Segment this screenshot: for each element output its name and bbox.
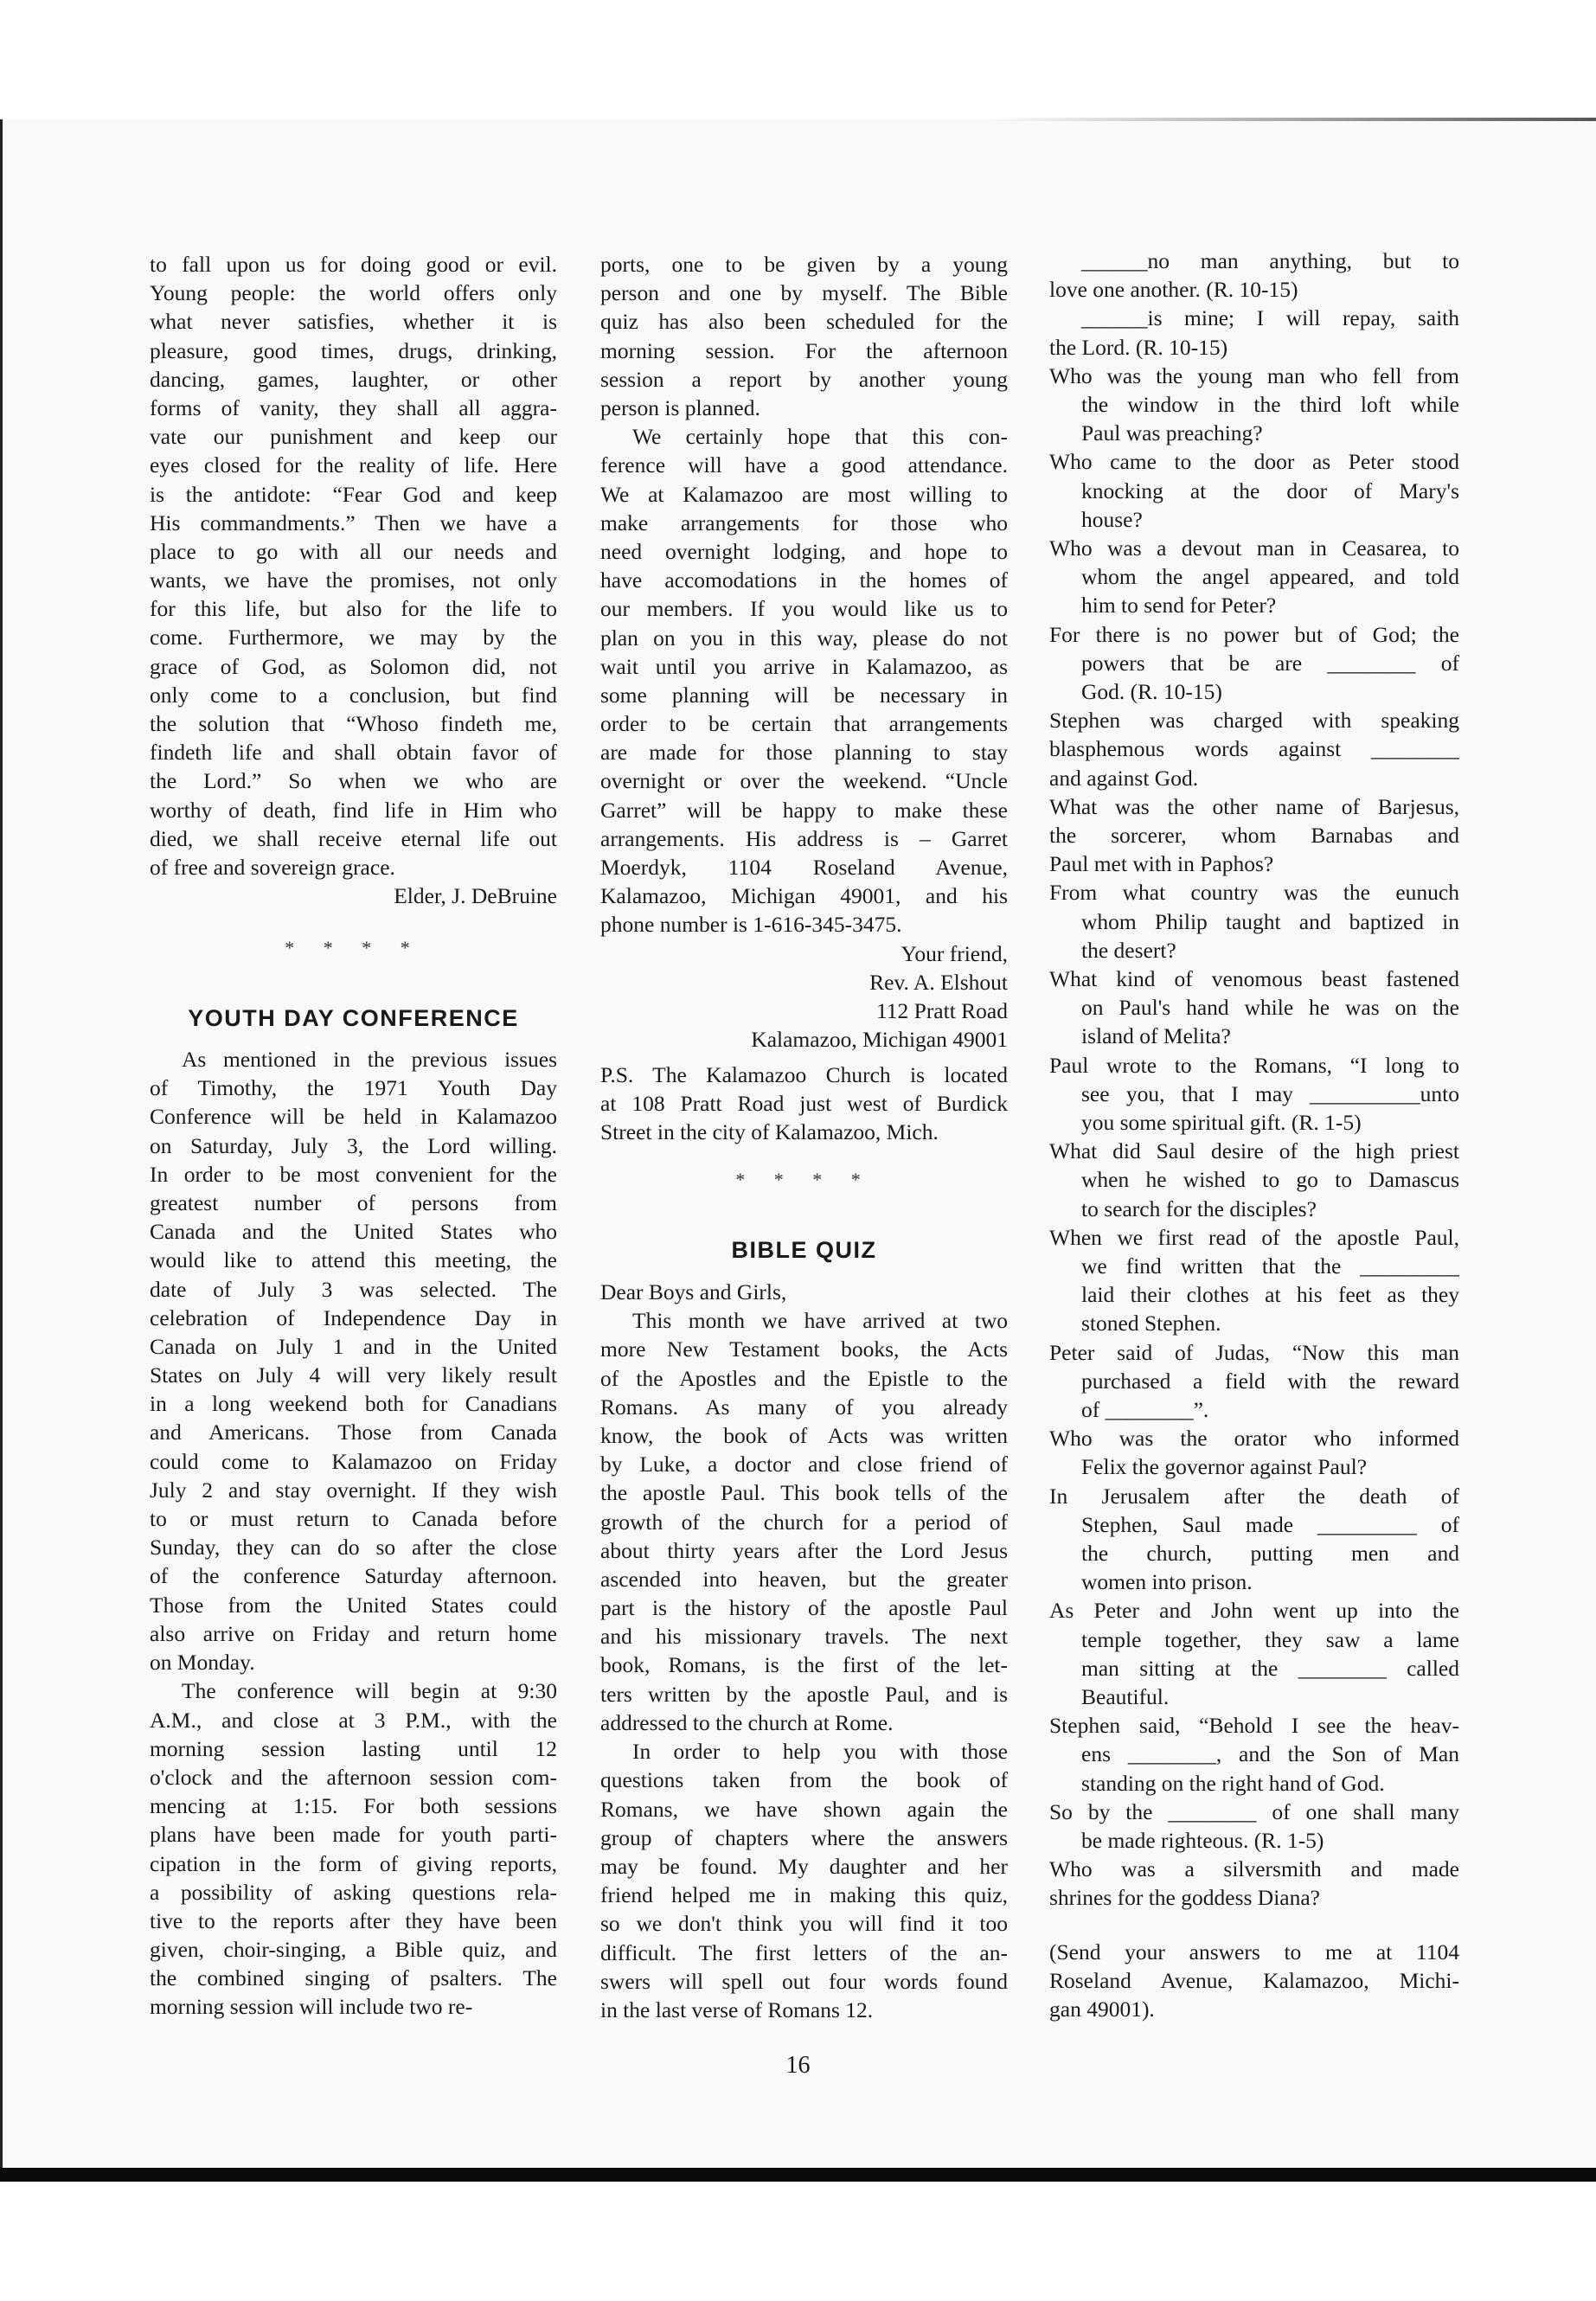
- text-line: on Paul's hand while he was on the: [1081, 995, 1459, 1021]
- text-line: only come to a conclusion, but find: [150, 682, 557, 708]
- text-line: the solution that “Whoso findeth me,: [150, 711, 557, 736]
- text-line: morning session will include two re-: [150, 1994, 473, 2020]
- text-line: book, Romans, is the first of the let-: [600, 1652, 1008, 1678]
- text-line: In order to help you with those: [632, 1739, 1008, 1765]
- quiz-question: [1049, 1338, 1459, 1425]
- text-line: mencing at 1:15. For both sessions: [150, 1793, 557, 1819]
- quiz-question: [1049, 1798, 1459, 1855]
- text-line: Kalamazoo, Michigan 49001, and his: [600, 883, 1008, 909]
- text-line: As Peter and John went up into the: [1049, 1598, 1459, 1624]
- text-line: of free and sovereign grace.: [150, 854, 395, 880]
- text-line: celebration of Independence Day in: [150, 1304, 557, 1330]
- text-line: grace of God, as Solomon did, not: [150, 653, 557, 679]
- quiz-question: [1049, 1482, 1459, 1597]
- text-line: cipation in the form of giving reports,: [150, 1850, 557, 1876]
- text-line: by Luke, a doctor and close friend of: [600, 1452, 1008, 1477]
- text-line: Peter said of Judas, “Now this man: [1049, 1339, 1459, 1365]
- text-line: part is the history of the apostle Paul: [600, 1595, 1008, 1621]
- text-line: Your friend,: [901, 940, 1008, 966]
- quiz-line-with-blank: we find written that the _________: [1081, 1253, 1459, 1279]
- text-line: session a report by another young: [600, 366, 1008, 392]
- paragraph: [600, 422, 1008, 939]
- quiz-line-with-blank: ______no man anything, but to: [1081, 248, 1459, 273]
- text-line: whom the angel appeared, and told: [1081, 564, 1459, 590]
- text-line: women into prison.: [1081, 1569, 1253, 1595]
- text-line: when he wished to go to Damascus: [1081, 1167, 1459, 1193]
- text-line: ports, one to be given by a young: [600, 252, 1008, 277]
- text-line: love one another. (R. 10-15): [1049, 277, 1298, 303]
- section-divider-stars: * * * *: [735, 1169, 873, 1190]
- text-line: the apostle Paul. This book tells of the: [600, 1480, 1008, 1506]
- text-line: about thirty years after the Lord Jesus: [600, 1537, 1008, 1563]
- text-line: The conference will begin at 9:30: [182, 1678, 557, 1704]
- text-line: o'clock and the afternoon session com-: [150, 1764, 557, 1790]
- text-line: growth of the church for a period of: [600, 1509, 1008, 1535]
- text-line: the desert?: [1081, 937, 1176, 963]
- quiz-question: [1049, 362, 1459, 448]
- text-line: island of Melita?: [1081, 1023, 1231, 1049]
- text-line: Garret” will be happy to make these: [600, 797, 1008, 823]
- text-line: dancing, games, laughter, or other: [150, 366, 557, 392]
- text-line: order to be certain that arrangements: [600, 711, 1008, 737]
- text-line: could come to Kalamazoo on Friday: [150, 1448, 557, 1474]
- text-line: difficult. The first letters of the an-: [600, 1939, 1008, 1965]
- text-line: Sunday, they can do so after the close: [150, 1535, 557, 1561]
- quiz-question: [1049, 447, 1459, 534]
- quiz-line-with-blank: ens ________, and the Son of Man: [1081, 1741, 1459, 1767]
- quiz-question: [1049, 878, 1459, 965]
- text-line: Felix the governor against Paul?: [1081, 1454, 1368, 1480]
- text-line: of the Apostles and the Epistle to the: [600, 1365, 1008, 1391]
- text-line: A.M., and close at 3 P.M., with the: [150, 1707, 557, 1733]
- text-line: to or must return to Canada before: [150, 1506, 557, 1531]
- send-answers-note: [1049, 1938, 1459, 2024]
- text-line: shrines for the goddess Diana?: [1049, 1885, 1320, 1911]
- text-line: Paul met with in Paphos?: [1049, 851, 1274, 877]
- text-line: We certainly hope that this con-: [632, 424, 1008, 450]
- text-line: knocking at the door of Mary's: [1081, 478, 1459, 503]
- text-line: at 108 Pratt Road just west of Burdick: [600, 1091, 1008, 1117]
- text-line: of the conference Saturday afternoon.: [150, 1563, 557, 1589]
- text-line: eyes closed for the reality of life. Here: [150, 452, 557, 478]
- signature: [600, 939, 1008, 1054]
- text-line: have accomodations in the homes of: [600, 567, 1008, 593]
- text-line: morning session. For the afternoon: [600, 337, 1008, 363]
- text-line: purchased a field with the reward: [1081, 1368, 1459, 1394]
- text-line: Young people: the world offers only: [150, 280, 557, 306]
- text-line: on Saturday, July 3, the Lord willing.: [150, 1132, 557, 1158]
- text-line: ters written by the apostle Paul, and is: [600, 1681, 1008, 1707]
- text-line: also arrive on Friday and return home: [150, 1620, 557, 1646]
- text-line: the combined singing of psalters. The: [150, 1965, 557, 1991]
- text-line: swers will spell out four words found: [600, 1968, 1008, 1994]
- text-line: What kind of venomous beast fastened: [1049, 966, 1459, 991]
- quiz-line-with-blank: So by the ________ of one shall many: [1049, 1798, 1459, 1824]
- signature: [150, 881, 557, 910]
- text-line: findeth life and shall obtain favor of: [150, 740, 557, 766]
- text-line: the sorcerer, whom Barnabas and: [1049, 822, 1459, 848]
- text-line: plan on you in this way, please do not: [600, 625, 1008, 651]
- text-line: would like to attend this meeting, the: [150, 1247, 557, 1273]
- text-line: For there is no power but of God; the: [1049, 621, 1459, 647]
- text-line: temple together, they saw a lame: [1081, 1626, 1459, 1652]
- text-line: know, the book of Acts was written: [600, 1422, 1008, 1448]
- text-line: Romans. As many of you already: [600, 1394, 1008, 1420]
- text-line: our members. If you would like us to: [600, 596, 1008, 622]
- text-line: him to send for Peter?: [1081, 593, 1277, 619]
- text-line: We at Kalamazoo are most willing to: [600, 481, 1008, 507]
- paragraph: [150, 1676, 557, 2021]
- quiz-line-with-blank: blasphemous words against ________: [1049, 736, 1459, 762]
- text-line: Paul wrote to the Romans, “I long to: [1049, 1052, 1459, 1078]
- bible-quiz-heading: BIBLE QUIZ: [731, 1237, 877, 1263]
- text-line: and against God.: [1049, 765, 1199, 791]
- text-line: Beautiful.: [1081, 1683, 1170, 1709]
- text-line: addressed to the church at Rome.: [600, 1709, 894, 1735]
- text-line: tive to the reports after they have been: [150, 1907, 557, 1933]
- text-line: worthy of death, find life in Him who: [150, 797, 557, 823]
- text-line: the church, putting men and: [1081, 1540, 1459, 1566]
- text-line: Romans, we have shown again the: [600, 1796, 1008, 1822]
- youth-day-conference-heading: YOUTH DAY CONFERENCE: [188, 1005, 519, 1031]
- text-line: Paul was preaching?: [1081, 420, 1263, 446]
- scan-bottom-border: [0, 2168, 1596, 2182]
- paragraph: [600, 1737, 1008, 2024]
- quiz-question: [1049, 706, 1459, 792]
- page-number: 16: [785, 2052, 811, 2079]
- text-line: States on July 4 will very likely result: [150, 1362, 557, 1388]
- quiz-question: [1049, 1855, 1459, 1912]
- text-line: and Americans. Those from Canada: [150, 1420, 557, 1445]
- text-line: pleasure, good times, drugs, drinking,: [150, 337, 557, 363]
- text-line: Rev. A. Elshout: [869, 969, 1008, 995]
- text-line: phone number is 1-616-345-3475.: [600, 912, 902, 938]
- text-line: may be found. My daughter and her: [600, 1853, 1008, 1879]
- quiz-line-with-blank: see you, that I may __________unto: [1081, 1080, 1459, 1106]
- text-line: Who was a devout man in Ceasarea, to: [1049, 535, 1459, 561]
- text-line: is the antidote: “Fear God and keep: [150, 481, 557, 507]
- text-line: laid their clothes at his feet as they: [1081, 1282, 1459, 1308]
- text-line: make arrangements for those who: [600, 510, 1008, 535]
- quiz-question: [1049, 965, 1459, 1051]
- text-line: Stephen was charged with speaking: [1049, 708, 1459, 734]
- quiz-line-with-blank: Stephen, Saul made _________ of: [1081, 1511, 1459, 1537]
- text-line: Conference will be held in Kalamazoo: [150, 1104, 557, 1130]
- text-line: Canada and the United States who: [150, 1219, 557, 1245]
- text-line: Who came to the door as Peter stood: [1049, 449, 1459, 475]
- text-line: overnight or over the weekend. “Uncle: [600, 768, 1008, 794]
- quiz-question: [1049, 620, 1459, 707]
- text-line: a possibility of asking questions rela-: [150, 1879, 557, 1905]
- text-line: Those from the United States could: [150, 1592, 557, 1618]
- text-line: morning session lasting until 12: [150, 1735, 557, 1761]
- text-line: Moerdyk, 1104 Roseland Avenue,: [600, 855, 1008, 880]
- quiz-line-with-blank: man sitting at the ________ called: [1081, 1655, 1459, 1681]
- text-line: Elder, J. DeBruine: [394, 883, 557, 909]
- text-line: person is planned.: [600, 394, 760, 420]
- text-line: the Lord.” So when we who are: [150, 768, 557, 794]
- text-line: In order to be most convenient for the: [150, 1161, 557, 1187]
- text-line: Canada on July 1 and in the United: [150, 1333, 557, 1359]
- quiz-question: [1049, 534, 1459, 620]
- paragraph: [600, 1306, 1008, 1737]
- text-line: of Timothy, the 1971 Youth Day: [150, 1075, 557, 1101]
- quiz-line-with-blank: of ________”.: [1081, 1396, 1209, 1422]
- quiz-question: [1049, 1424, 1459, 1481]
- paragraph: [600, 1061, 1008, 1147]
- text-line: what never satisfies, whether it is: [150, 309, 557, 335]
- text-line: standing on the right hand of God.: [1081, 1770, 1385, 1796]
- text-line: gan 49001).: [1049, 1997, 1155, 2022]
- quiz-line-with-blank: powers that be are ________ of: [1081, 650, 1459, 676]
- text-line: Who was the orator who informed: [1049, 1426, 1459, 1452]
- text-line: died, we shall receive eternal life out: [150, 825, 557, 851]
- text-line: the Lord. (R. 10-15): [1049, 334, 1228, 360]
- text-line: for this life, but also for the life to: [150, 596, 557, 622]
- text-line: Who was the young man who fell from: [1049, 362, 1459, 388]
- text-line: forms of vanity, they shall all aggra-: [150, 394, 557, 420]
- text-line: arrangements. His address is – Garret: [600, 825, 1008, 851]
- text-line: some planning will be necessary in: [600, 682, 1008, 708]
- text-line: the window in the third loft while: [1081, 391, 1459, 417]
- quiz-question: [1049, 1711, 1459, 1798]
- text-line: vate our punishment and keep our: [150, 424, 557, 450]
- text-line: so we don't think you will find it too: [600, 1911, 1008, 1937]
- quiz-question: [1049, 1051, 1459, 1138]
- text-line: given, choir-singing, a Bible quiz, and: [150, 1937, 557, 1963]
- text-line: on Monday.: [150, 1649, 255, 1675]
- text-line: quiz has also been scheduled for the: [600, 309, 1008, 335]
- text-line: be made righteous. (R. 1-5): [1081, 1827, 1324, 1853]
- text-line: What did Saul desire of the high priest: [1049, 1138, 1459, 1164]
- text-line: Roseland Avenue, Kalamazoo, Michi-: [1049, 1968, 1459, 1994]
- paragraph: [600, 1278, 1008, 1306]
- quiz-question: [1049, 304, 1459, 361]
- text-line: 112 Pratt Road: [875, 998, 1008, 1024]
- text-line: house?: [1081, 506, 1143, 532]
- text-line: plans have been made for youth parti-: [150, 1822, 557, 1848]
- text-line: whom Philip taught and baptized in: [1081, 908, 1459, 934]
- paragraph: [150, 250, 557, 881]
- text-line: stoned Stephen.: [1081, 1311, 1221, 1336]
- text-line: From what country was the eunuch: [1049, 880, 1459, 906]
- text-line: come. Furthermore, we may by the: [150, 625, 557, 651]
- text-line: to search for the disciples?: [1081, 1195, 1317, 1221]
- quiz-question: [1049, 1223, 1459, 1338]
- text-line: As mentioned in the previous issues: [182, 1047, 557, 1072]
- paragraph: [150, 1045, 557, 1676]
- paragraph: [600, 250, 1008, 422]
- text-line: Kalamazoo, Michigan 49001: [751, 1027, 1008, 1053]
- text-line: you some spiritual gift. (R. 1-5): [1081, 1109, 1362, 1135]
- text-line: (Send your answers to me at 1104: [1049, 1939, 1459, 1965]
- text-line: to fall upon us for doing good or evil.: [150, 252, 557, 277]
- text-line: place to go with all our needs and: [150, 538, 557, 564]
- text-line: in the last verse of Romans 12.: [600, 1997, 874, 2022]
- text-line: wait until you arrive in Kalamazoo, as: [600, 653, 1008, 679]
- text-line: Street in the city of Kalamazoo, Mich.: [600, 1119, 939, 1145]
- text-line: date of July 3 was selected. The: [150, 1276, 557, 1302]
- text-line: group of chapters where the answers: [600, 1824, 1008, 1850]
- text-line: When we first read of the apostle Paul,: [1049, 1224, 1459, 1250]
- text-line: P.S. The Kalamazoo Church is located: [600, 1062, 1008, 1087]
- text-line: What was the other name of Barjesus,: [1049, 793, 1459, 819]
- text-line: are made for those planning to stay: [600, 740, 1008, 766]
- text-line: Stephen said, “Behold I see the heav-: [1049, 1713, 1459, 1739]
- quiz-question: [1049, 1137, 1459, 1223]
- page-top-edge: [990, 118, 1596, 121]
- text-line: This month we have arrived at two: [632, 1308, 1008, 1334]
- quiz-question: [1049, 792, 1459, 879]
- text-line: Dear Boys and Girls,: [600, 1279, 787, 1304]
- text-line: His commandments.” Then we have a: [150, 510, 557, 535]
- text-line: July 2 and stay overnight. If they wish: [150, 1477, 557, 1503]
- text-line: wants, we have the promises, not only: [150, 567, 557, 593]
- quiz-question: [1049, 1596, 1459, 1711]
- section-divider-stars: * * * *: [285, 937, 422, 958]
- text-line: questions taken from the book of: [600, 1767, 1008, 1793]
- text-line: Who was a silversmith and made: [1049, 1856, 1459, 1882]
- quiz-line-with-blank: ______is mine; I will repay, saith: [1081, 305, 1459, 331]
- text-line: person and one by myself. The Bible: [600, 280, 1008, 306]
- text-line: God. (R. 10-15): [1081, 678, 1222, 704]
- text-line: friend helped me in making this quiz,: [600, 1882, 1008, 1908]
- quiz-question: [1049, 247, 1459, 304]
- text-line: need overnight lodging, and hope to: [600, 538, 1008, 564]
- text-line: in a long weekend both for Canadians: [150, 1391, 557, 1417]
- text-line: ascended into heaven, but the greater: [600, 1566, 1008, 1592]
- text-line: In Jerusalem after the death of: [1049, 1483, 1459, 1509]
- text-line: and his missionary travels. The next: [600, 1624, 1008, 1650]
- text-line: ference will have a good attendance.: [600, 452, 1008, 478]
- text-line: more New Testament books, the Acts: [600, 1336, 1008, 1362]
- text-line: greatest number of persons from: [150, 1189, 557, 1215]
